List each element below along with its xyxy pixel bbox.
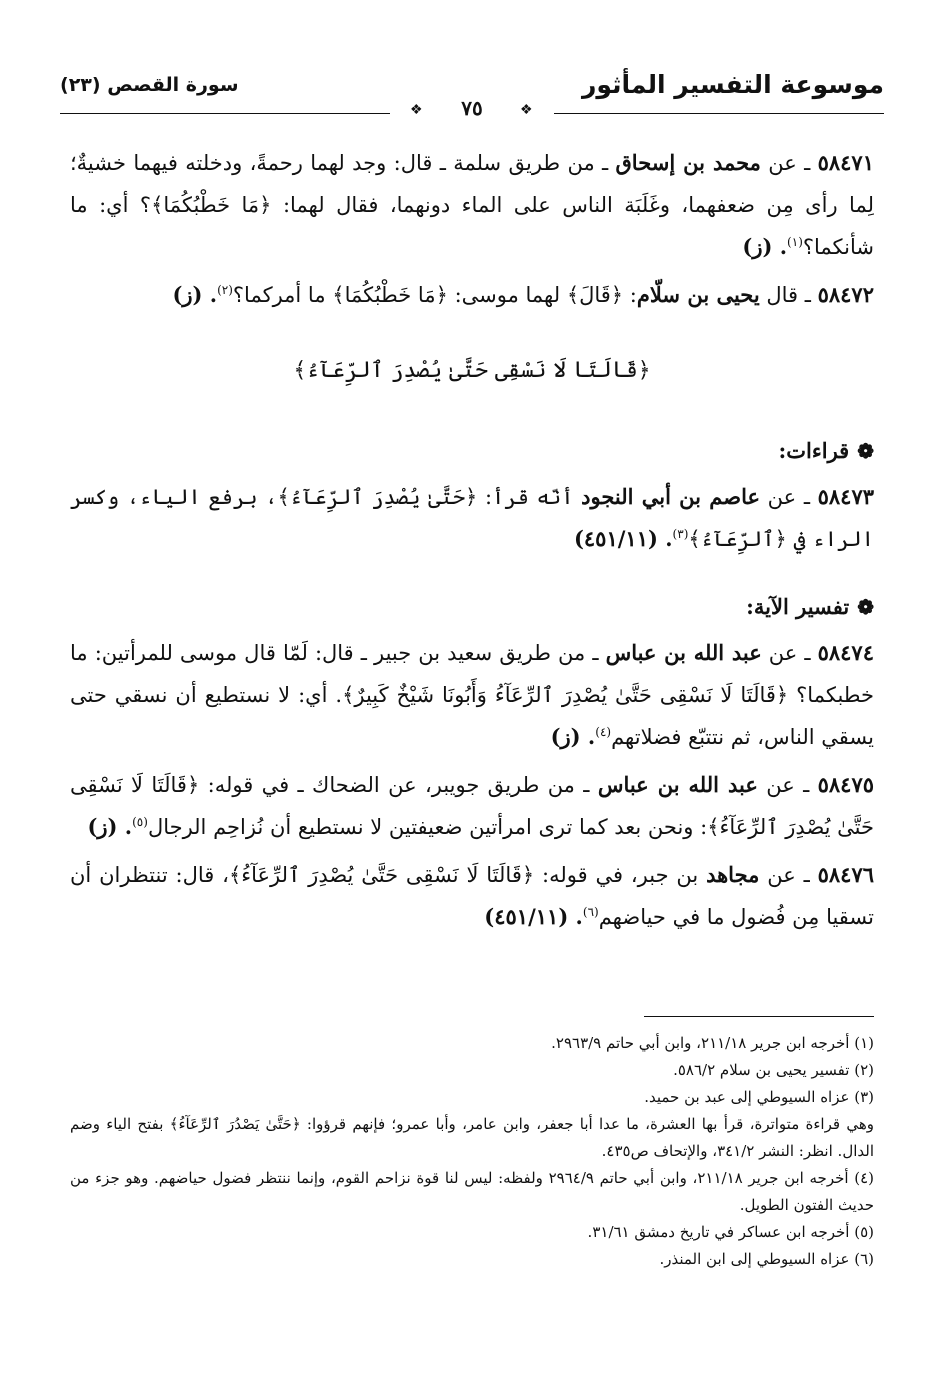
entry-text: ـ عن <box>761 641 818 665</box>
quran-quote: ﴿مَا خَطْبُكُمَا﴾ <box>332 283 448 307</box>
footnote-ref[interactable]: (٥) <box>132 815 148 829</box>
quran-quote: ﴿قَالَتَا لَا نَسْقِى حَتَّىٰ يُصْدِرَ ٱلرِّعَآءُ وَأَبُونَا شَيْخٌ كَبِيرٌ﴾ <box>342 683 789 707</box>
quran-quote: ﴿قَالَ﴾ <box>566 283 624 307</box>
entry-text: : <box>623 283 637 307</box>
footnote-divider <box>644 1016 874 1017</box>
quran-quote: ﴿حَتَّىٰ يُصْدِرَ ٱلرِّعَآءُ﴾ <box>277 485 478 509</box>
entry-number: ٥٨٤٧٢ <box>817 282 874 307</box>
main-text <box>70 142 874 944</box>
header-rule-right <box>554 113 884 114</box>
entry-58471 <box>70 142 874 268</box>
narrator-name: عاصم بن أبي النجود <box>581 484 761 509</box>
source-ref: . (ز) <box>172 282 218 307</box>
footnote-2: (٢) تفسير يحيى بن سلام ٥٨٦/٢. <box>673 1061 874 1079</box>
quran-quote: ﴿قَالَتَا لَا نَسْقِى حَتَّىٰ يُصْدِرَ ٱلرِّعَآءُ﴾ <box>70 773 874 839</box>
section-heading-label: قراءات: <box>778 438 850 463</box>
entry-text: ـ عن <box>759 863 818 887</box>
narrator-name: يحيى بن سلّام <box>636 282 760 307</box>
footnotes <box>70 1030 874 1273</box>
quran-quote: ﴿قَالَتَا لَا نَسْقِى حَتَّىٰ يُصْدِرَ ٱلرِّعَآءُ﴾ <box>228 863 535 887</box>
entry-58474 <box>70 632 874 758</box>
footnote-3-cont: وهي قراءة متواترة، قرأ بها العشرة، ما عدا أبا جعفر، وابن عامر، وأبا عمرو؛ فإنهم قرؤوا: ﴿حَتَّىٰ يَصْدُرَ ٱلرِّعَآءُ﴾ بفتح الياء وضم الدال. انظر: النشر ٣٤١/٢، والإتحاف ص٤٣٥. <box>70 1115 874 1160</box>
entry-text: ـ عن <box>757 773 818 797</box>
entry-text: ـ عن <box>760 485 818 509</box>
footnote-ref[interactable]: (٣) <box>672 527 689 541</box>
entry-number: ٥٨٤٧٤ <box>817 640 874 665</box>
entry-text: ما أمركما؟ <box>232 283 333 307</box>
footnote-4: (٤) أخرجه ابن جرير ٢١١/١٨، وابن أبي حاتم ٢٩٦٤/٩ ولفظه: ليس لنا قوة نزاحم القوم، وإنما ننتظر فضول حياضهم. وهو جزء من حديث الفتون الطويل. <box>70 1169 874 1214</box>
entry-text: بن جبر، في قوله: <box>534 863 707 887</box>
entry-text: : ونحن بعد كما ترى امرأتين ضعيفتين لا نستطيع أن نُزاحِم الرجال <box>147 815 708 839</box>
ornament-icon: ❖ <box>520 102 533 118</box>
page-header <box>60 58 884 128</box>
entry-58472 <box>70 274 874 316</box>
header-rule-left <box>60 113 390 114</box>
source-ref: . (٤٥١/١١) <box>484 904 583 929</box>
quran-quote: ﴿مَا خَطْبُكُمَا﴾ <box>151 193 272 217</box>
source-ref: . (ز) <box>550 724 596 749</box>
verse-heading: ﴿قَالَتَا لَا نَسْقِى حَتَّىٰ يُصْدِرَ ٱلرِّعَآءُ﴾ <box>293 358 651 383</box>
entry-text: ـ قال <box>759 283 818 307</box>
narrator-name: عبد الله بن عباس <box>605 640 762 665</box>
quran-quote: ﴿ٱلرِّعَآءُ﴾ <box>688 527 787 551</box>
book-title: موسوعة التفسير المأثور <box>582 70 884 99</box>
entry-number: ٥٨٤٧٣ <box>817 484 875 509</box>
page-number: ٧٥ <box>461 96 483 120</box>
surah-title: سورة القصص (٢٣) <box>60 74 239 96</box>
ornament-icon: ❖ <box>410 102 423 118</box>
footnote-5: (٥) أخرجه ابن عساكر في تاريخ دمشق ٣١/٦١. <box>587 1223 874 1241</box>
source-ref: . (ز) <box>742 234 788 259</box>
narrator-name: محمد بن إسحاق <box>615 150 761 175</box>
footnote-6: (٦) عزاه السيوطي إلى ابن المنذر. <box>659 1250 874 1268</box>
footnote-ref[interactable]: (٦) <box>582 905 599 919</box>
section-heading-qiraat <box>70 430 874 472</box>
entry-text: ، برفع الياء، وكسر الراء في <box>70 485 874 551</box>
entry-text: . أي: لا نستطيع أن نسقي حتى يسقي الناس، ثم نتتبّع فضلاتهم <box>70 683 874 749</box>
entry-58476 <box>70 854 874 938</box>
footnote-1: (١) أخرجه ابن جرير ٢١١/١٨، وابن أبي حاتم ٢٩٦٣/٩. <box>551 1034 874 1052</box>
entry-text: لهما موسى: <box>447 283 567 307</box>
entry-text: ـ من طريق سعيد بن جبير ـ قال: لَمّا قال موسى للمرأتين: ما خطبكما؟ <box>70 641 874 707</box>
entry-number: ٥٨٤٧٦ <box>817 862 875 887</box>
entry-text: أنّه قرأ: <box>477 485 582 509</box>
entry-text: ـ من طريق جويبر، عن الضحاك ـ في قوله: <box>199 773 598 797</box>
source-ref: . (ز) <box>87 814 133 839</box>
footnote-ref[interactable]: (٤) <box>595 725 612 739</box>
section-heading-tafsir <box>70 586 874 628</box>
entry-text: ـ من طريق سلمة ـ قال: وجد لهما رحمةً، ودخلته فيهما خشيةٌ؛ لِما رأى مِن ضعفهما، وغَلَبَة الناس على الماء دونهما، فقال لهما: <box>70 151 874 217</box>
entry-number: ٥٨٤٧٥ <box>817 772 875 797</box>
entry-58475 <box>70 764 874 848</box>
entry-58473 <box>70 476 874 560</box>
narrator-name: عبد الله بن عباس <box>597 772 758 797</box>
flower-ornament-icon: ❁ <box>857 595 874 619</box>
entry-text: ، قال: تنتظران أن تسقيا مِن فُضول ما في حياضهم <box>70 863 874 929</box>
footnote-ref[interactable]: (١) <box>787 235 803 249</box>
entry-text: ـ عن <box>760 151 818 175</box>
entry-number: ٥٨٤٧١ <box>817 150 874 175</box>
narrator-name: مجاهد <box>706 862 760 887</box>
footnote-3: (٣) عزاه السيوطي إلى عبد بن حميد. <box>644 1088 874 1106</box>
flower-ornament-icon: ❁ <box>857 439 874 463</box>
entry-text: ؟ أي: ما شأنكما؟ <box>70 193 874 259</box>
footnote-ref[interactable]: (٢) <box>217 283 233 297</box>
section-heading-label: تفسير الآية: <box>746 594 850 619</box>
source-ref: . (٤٥١/١١) <box>573 526 673 551</box>
